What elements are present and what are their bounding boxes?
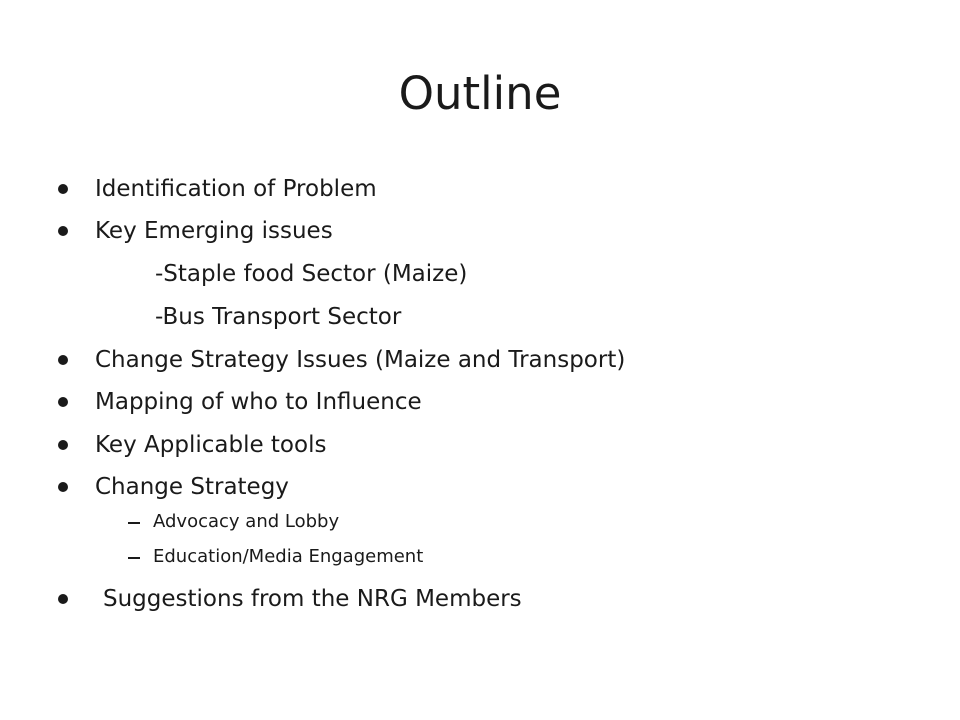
bullet-icon xyxy=(58,594,68,604)
list-item: Mapping of who to Influence xyxy=(95,389,422,415)
bullet-icon xyxy=(58,440,68,450)
slide-title: Outline xyxy=(398,67,562,120)
list-subitem: Advocacy and Lobby xyxy=(153,511,340,532)
list-item: Suggestions from the NRG Members xyxy=(103,586,522,612)
dash-icon xyxy=(128,522,140,524)
list-item-indented: -Staple food Sector (Maize) xyxy=(155,261,468,287)
list-item: Identification of Problem xyxy=(95,176,377,202)
list-item-indented: -Bus Transport Sector xyxy=(155,304,402,330)
bullet-icon xyxy=(58,355,68,365)
dash-icon xyxy=(128,557,140,559)
list-item: Key Applicable tools xyxy=(95,432,327,458)
list-item: Key Emerging issues xyxy=(95,218,333,244)
list-item: Change Strategy Issues (Maize and Transport) xyxy=(95,347,626,373)
bullet-icon xyxy=(58,184,68,194)
list-item: Change Strategy xyxy=(95,474,289,500)
bullet-icon xyxy=(58,226,68,236)
list-subitem: Education/Media Engagement xyxy=(153,546,424,567)
bullet-icon xyxy=(58,482,68,492)
bullet-icon xyxy=(58,397,68,407)
